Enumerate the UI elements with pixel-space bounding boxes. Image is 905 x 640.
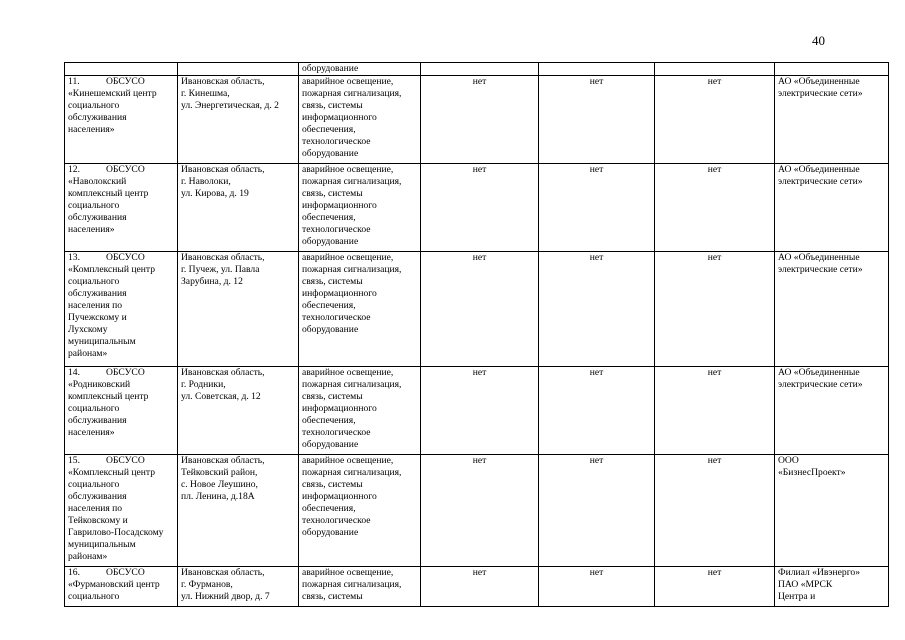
- cell-line: аварийное освещение,: [302, 455, 394, 466]
- cell-org: [775, 164, 889, 252]
- cell-org: [775, 76, 889, 164]
- cell-line: информационного: [302, 288, 377, 299]
- cell-line: г. Наволоки,: [181, 176, 231, 187]
- cell-line: ул. Энергетическая, д. 2: [181, 100, 279, 111]
- cell-line: обслуживания: [68, 415, 127, 426]
- cell-line: пожарная сигнализация,: [302, 176, 402, 187]
- row-number: 16.: [68, 567, 80, 578]
- cell-col4: нет: [421, 367, 539, 455]
- cell-line: информационного: [302, 112, 377, 123]
- name-first-line: [68, 455, 174, 467]
- cell-line: АО «Объединенные: [778, 76, 860, 87]
- cell-line: аварийное освещение,: [302, 567, 394, 578]
- cell-line: информационного: [302, 200, 377, 211]
- cell-address: [178, 63, 299, 76]
- table-row: [65, 567, 889, 607]
- cell-line: пл. Ленина, д.18А: [181, 491, 255, 502]
- cell-line: пожарная сигнализация,: [302, 579, 402, 590]
- cell-line: электрические сети»: [778, 379, 863, 390]
- cell-line-text: ОБСУСО: [106, 367, 145, 378]
- cell-line: АО «Объединенные: [778, 164, 860, 175]
- cell-line: пожарная сигнализация,: [302, 379, 402, 390]
- cell-col6: нет: [655, 567, 775, 607]
- cell-name: [65, 164, 178, 252]
- cell-line: ул. Советская, д. 12: [181, 391, 261, 402]
- name-first-line: [68, 76, 174, 88]
- cell-line: оборудование: [302, 324, 359, 335]
- table-row: [65, 164, 889, 252]
- cell-systems: [299, 63, 421, 76]
- cell-line: Ивановская область,: [181, 252, 265, 263]
- cell-line: социального: [68, 276, 120, 287]
- cell-line: социального: [68, 403, 120, 414]
- cell-line: оборудование: [302, 527, 359, 538]
- cell-line: пожарная сигнализация,: [302, 264, 402, 275]
- cell-line: муниципальным: [68, 336, 136, 347]
- cell-line-text: ОБСУСО: [106, 76, 145, 87]
- cell-line: районам»: [68, 551, 108, 562]
- cell-col5: нет: [539, 164, 655, 252]
- cell-line: обеспечения,: [302, 212, 356, 223]
- cell-line-text: ОБСУСО: [106, 455, 145, 466]
- cell-line: обеспечения,: [302, 503, 356, 514]
- cell-line: «Наволокский: [68, 176, 127, 187]
- cell-line: г. Пучеж, ул. Павла: [181, 264, 260, 275]
- cell-col4: нет: [421, 567, 539, 607]
- cell-org: [775, 455, 889, 567]
- cell-col6: нет: [655, 455, 775, 567]
- cell-line: обеспечения,: [302, 124, 356, 135]
- cell-line: «БизнесПроект»: [778, 467, 846, 478]
- name-first-line: [68, 252, 174, 264]
- cell-systems: [299, 367, 421, 455]
- cell-col6: нет: [655, 252, 775, 367]
- continuation-row: [65, 63, 889, 76]
- cell-line: «Фурмановский центр: [68, 579, 160, 590]
- cell-line: Ивановская область,: [181, 455, 265, 466]
- cell-col4: [421, 63, 539, 76]
- cell-line: АО «Объединенные: [778, 367, 860, 378]
- table-row: [65, 455, 889, 567]
- cell-name: [65, 252, 178, 367]
- cell-col4: нет: [421, 76, 539, 164]
- cell-name: [65, 367, 178, 455]
- cell-address: [178, 164, 299, 252]
- table-row: [65, 76, 889, 164]
- cell-line: населения по: [68, 300, 123, 311]
- table-row: [65, 367, 889, 455]
- cell-name: [65, 63, 178, 76]
- cell-line: оборудование: [302, 63, 359, 74]
- cell-col5: нет: [539, 367, 655, 455]
- row-number: 13.: [68, 252, 80, 263]
- cell-line: пожарная сигнализация,: [302, 467, 402, 478]
- cell-col5: нет: [539, 567, 655, 607]
- cell-systems: [299, 455, 421, 567]
- cell-line: г. Фурманов,: [181, 579, 233, 590]
- cell-line: аварийное освещение,: [302, 76, 394, 87]
- cell-line: Центра и: [778, 591, 816, 602]
- cell-line: населения по: [68, 503, 123, 514]
- table-body: [65, 63, 889, 607]
- cell-line: аварийное освещение,: [302, 367, 394, 378]
- cell-line: пожарная сигнализация,: [302, 88, 402, 99]
- cell-line: связь, системы: [302, 100, 363, 111]
- cell-line: Ивановская область,: [181, 164, 265, 175]
- cell-line: технологическое: [302, 515, 371, 526]
- cell-col4: нет: [421, 455, 539, 567]
- row-number: 12.: [68, 164, 80, 175]
- cell-line: социального: [68, 100, 120, 111]
- cell-line: технологическое: [302, 136, 371, 147]
- cell-systems: [299, 252, 421, 367]
- cell-line: технологическое: [302, 427, 371, 438]
- cell-line: «Комплексный центр: [68, 467, 156, 478]
- cell-line-text: ОБСУСО: [106, 164, 145, 175]
- cell-org: [775, 367, 889, 455]
- name-first-line: [68, 164, 174, 176]
- cell-line-text: ОБСУСО: [106, 567, 145, 578]
- cell-line: Пучежскому и: [68, 312, 127, 323]
- cell-line: оборудование: [302, 148, 359, 159]
- cell-line: Тейковский район,: [181, 467, 258, 478]
- cell-col6: нет: [655, 164, 775, 252]
- row-number: 11.: [68, 76, 80, 87]
- cell-name: [65, 76, 178, 164]
- cell-line: Ивановская область,: [181, 76, 265, 87]
- cell-line: связь, системы: [302, 391, 363, 402]
- cell-line: оборудование: [302, 439, 359, 450]
- cell-name: [65, 567, 178, 607]
- cell-col6: [655, 63, 775, 76]
- cell-org: [775, 252, 889, 367]
- cell-line: обслуживания: [68, 212, 127, 223]
- cell-line: социального: [68, 591, 120, 602]
- cell-col5: [539, 63, 655, 76]
- cell-line: ПАО «МРСК: [778, 579, 833, 590]
- cell-line: связь, системы: [302, 479, 363, 490]
- cell-line: ул. Нижний двор, д. 7: [181, 591, 270, 602]
- cell-line: Филиал «Ивэнерго»: [778, 567, 861, 578]
- cell-col6: нет: [655, 367, 775, 455]
- cell-line: обслуживания: [68, 491, 127, 502]
- cell-line: обслуживания: [68, 288, 127, 299]
- cell-line: связь, системы: [302, 188, 363, 199]
- row-number: 15.: [68, 455, 80, 466]
- cell-line: районам»: [68, 348, 108, 359]
- cell-address: [178, 367, 299, 455]
- cell-line: Гаврилово-Посадскому: [68, 527, 164, 538]
- cell-col5: нет: [539, 252, 655, 367]
- cell-col5: нет: [539, 76, 655, 164]
- name-first-line: [68, 367, 174, 379]
- cell-address: [178, 76, 299, 164]
- cell-line: населения»: [68, 427, 115, 438]
- name-first-line: [68, 567, 174, 579]
- cell-line: технологическое: [302, 312, 371, 323]
- cell-line: населения»: [68, 224, 115, 235]
- cell-line: электрические сети»: [778, 264, 863, 275]
- cell-line: обеспечения,: [302, 415, 356, 426]
- cell-line: связь, системы: [302, 276, 363, 287]
- cell-line: муниципальным: [68, 539, 136, 550]
- cell-line: информационного: [302, 403, 377, 414]
- cell-line: обеспечения,: [302, 300, 356, 311]
- cell-systems: [299, 567, 421, 607]
- cell-line: обслуживания: [68, 112, 127, 123]
- cell-line: с. Новое Леушино,: [181, 479, 258, 490]
- cell-line: «Кинешемский центр: [68, 88, 157, 99]
- cell-line: информационного: [302, 491, 377, 502]
- cell-line: АО «Объединенные: [778, 252, 860, 263]
- data-table: [64, 62, 889, 607]
- cell-address: [178, 252, 299, 367]
- cell-line: аварийное освещение,: [302, 252, 394, 263]
- cell-address: [178, 567, 299, 607]
- cell-line: «Комплексный центр: [68, 264, 156, 275]
- cell-line: комплексный центр: [68, 188, 149, 199]
- cell-line: «Родниковский: [68, 379, 131, 390]
- cell-address: [178, 455, 299, 567]
- cell-systems: [299, 164, 421, 252]
- table-row: [65, 252, 889, 367]
- cell-line: Ивановская область,: [181, 367, 265, 378]
- cell-line: г. Родники,: [181, 379, 226, 390]
- cell-line: ООО: [778, 455, 799, 466]
- cell-line: Зарубина, д. 12: [181, 276, 243, 287]
- cell-line: населения»: [68, 124, 115, 135]
- cell-line: социального: [68, 200, 120, 211]
- cell-col6: нет: [655, 76, 775, 164]
- row-number: 14.: [68, 367, 80, 378]
- cell-line: электрические сети»: [778, 176, 863, 187]
- page-number: 40: [812, 33, 825, 48]
- cell-line: технологическое: [302, 224, 371, 235]
- cell-col5: нет: [539, 455, 655, 567]
- cell-name: [65, 455, 178, 567]
- cell-line: комплексный центр: [68, 391, 149, 402]
- cell-col4: нет: [421, 164, 539, 252]
- cell-line-text: ОБСУСО: [106, 252, 145, 263]
- cell-org: [775, 63, 889, 76]
- cell-line: связь, системы: [302, 591, 363, 602]
- cell-org: [775, 567, 889, 607]
- cell-line: электрические сети»: [778, 88, 863, 99]
- cell-line: аварийное освещение,: [302, 164, 394, 175]
- cell-line: ул. Кирова, д. 19: [181, 188, 249, 199]
- cell-line: Лухскому: [68, 324, 108, 335]
- cell-systems: [299, 76, 421, 164]
- cell-col4: нет: [421, 252, 539, 367]
- cell-line: Ивановская область,: [181, 567, 265, 578]
- cell-line: социального: [68, 479, 120, 490]
- cell-line: Тейковскому и: [68, 515, 128, 526]
- cell-line: г. Кинешма,: [181, 88, 230, 99]
- cell-line: оборудование: [302, 236, 359, 247]
